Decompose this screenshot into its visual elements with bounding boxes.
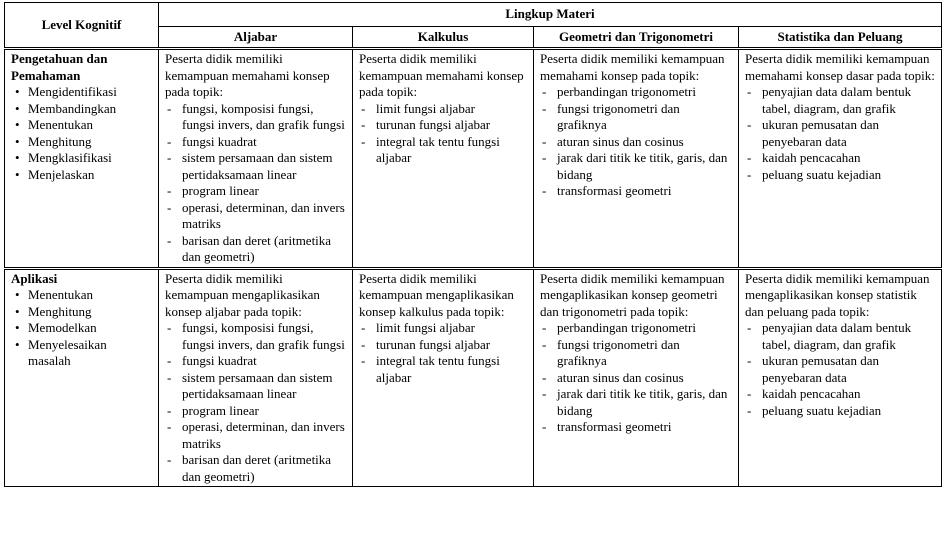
list-item	[747, 353, 935, 386]
cell-intro: Peserta didik memiliki kemampuan memahami konsep pada topik:	[359, 51, 524, 99]
list-item-text: turunan fungsi aljabar	[376, 117, 491, 132]
list-item	[167, 199, 346, 233]
list-item-text: kaidah pencacahan	[762, 386, 861, 401]
dash-icon: -	[542, 84, 547, 99]
list-item-text: fungsi kuadrat	[182, 133, 257, 149]
list-item	[542, 84, 732, 101]
list-item-text: program linear	[182, 183, 259, 198]
list-item	[361, 100, 527, 118]
list-item	[167, 353, 346, 370]
topic-list	[745, 84, 935, 183]
list-item	[542, 133, 732, 151]
list-item	[361, 353, 527, 386]
list-item	[15, 166, 152, 184]
list-item	[15, 287, 152, 304]
table-row	[5, 268, 942, 487]
level-title: Pengetahuan dan Pemahaman	[11, 51, 108, 83]
level-verb-list	[11, 84, 152, 183]
list-item-text: turunan fungsi aljabar	[376, 336, 491, 352]
list-item	[167, 369, 346, 403]
list-item-text: fungsi trigonometri dan grafiknya	[557, 100, 680, 132]
list-item-text: peluang suatu kejadian	[762, 402, 882, 418]
list-item-text: Menentukan	[28, 287, 93, 302]
cell-intro: Peserta didik memiliki kemampuan mengaplikasikan konsep aljabar pada topik:	[165, 270, 320, 319]
dash-icon: -	[167, 150, 172, 165]
list-item	[15, 320, 152, 337]
list-item-text: operasi, determinan, dan invers matriks	[182, 199, 345, 231]
cell-intro: Peserta didik memiliki kemampuan memahami konsep pada topik:	[165, 51, 330, 99]
list-item	[15, 303, 152, 321]
list-item	[747, 320, 935, 353]
dash-icon: -	[542, 419, 547, 434]
dash-icon: -	[167, 133, 172, 149]
list-item	[747, 84, 935, 117]
list-item	[361, 320, 527, 337]
dash-icon: -	[542, 183, 547, 198]
dash-icon: -	[747, 402, 752, 418]
list-item-text: peluang suatu kejadian	[762, 166, 882, 182]
list-item	[542, 419, 732, 436]
cell-intro: Peserta didik memiliki kemampuan memahami konsep dasar pada topik:	[745, 51, 935, 83]
cognitive-level-table	[4, 2, 942, 487]
list-item-text: jarak dari titik ke titik, garis, dan bidang	[557, 150, 728, 182]
list-item-text: barisan dan deret (aritmetika dan geometri)	[182, 232, 332, 264]
topic-list	[359, 101, 527, 167]
list-item	[167, 150, 346, 183]
level-verb-list	[11, 287, 152, 370]
list-item-text: ukuran pemusatan dan penyebaran data	[762, 117, 879, 149]
bullet-icon: •	[15, 100, 20, 116]
dash-icon: -	[542, 369, 547, 385]
list-item	[167, 232, 346, 266]
level-cell	[5, 49, 159, 269]
dash-icon: -	[542, 386, 547, 401]
list-item	[361, 133, 527, 167]
bullet-icon: •	[15, 117, 20, 132]
list-item-text: Menjelaskan	[28, 166, 95, 182]
list-item	[167, 402, 346, 420]
dash-icon: -	[167, 402, 172, 418]
header-lingkup-materi: Lingkup Materi	[159, 3, 942, 27]
list-item-text: Memodelkan	[28, 320, 97, 335]
dash-icon: -	[747, 166, 752, 182]
bullet-icon: •	[15, 287, 20, 302]
topic-list	[165, 320, 346, 485]
list-item-text: integral tak tentu fungsi aljabar	[376, 353, 500, 385]
level-cell	[5, 268, 159, 487]
dash-icon: -	[542, 133, 547, 149]
cell-statistika-peluang	[739, 268, 942, 487]
list-item-text: limit fungsi aljabar	[376, 320, 475, 335]
bullet-icon: •	[15, 84, 20, 99]
dash-icon: -	[361, 320, 366, 335]
cell-kalkulus	[353, 49, 534, 269]
dash-icon: -	[361, 353, 366, 368]
list-item-text: operasi, determinan, dan invers matriks	[182, 419, 345, 451]
cell-intro: Peserta didik memiliki kemampuan memahami konsep pada topik:	[540, 51, 725, 83]
list-item	[747, 150, 935, 167]
dash-icon: -	[542, 150, 547, 165]
list-item-text: integral tak tentu fungsi aljabar	[376, 133, 500, 165]
list-item-text: transformasi geometri	[557, 183, 672, 198]
list-item-text: perbandingan trigonometri	[557, 84, 696, 99]
list-item	[542, 386, 732, 419]
header-statistika-peluang: Statistika dan Peluang	[739, 27, 942, 49]
dash-icon: -	[361, 117, 366, 132]
cell-intro: Peserta didik memiliki kemampuan mengaplikasikan konsep statistik dan peluang pada topik:	[745, 270, 930, 319]
dash-icon: -	[542, 100, 547, 116]
list-item	[542, 336, 732, 370]
bullet-icon: •	[15, 133, 20, 149]
dash-icon: -	[167, 353, 172, 368]
list-item-text: fungsi kuadrat	[182, 353, 257, 368]
header-level-kognitif: Level Kognitif	[5, 3, 159, 49]
table-row	[5, 49, 942, 269]
list-item	[167, 183, 346, 200]
list-item-text: perbandingan trigonometri	[557, 320, 696, 335]
cell-aljabar	[159, 268, 353, 487]
list-item-text: sistem persamaan dan sistem pertidaksamaan linear	[182, 369, 333, 401]
list-item	[361, 117, 527, 134]
list-item-text: fungsi trigonometri dan grafiknya	[557, 336, 680, 368]
list-item-text: Menentukan	[28, 117, 93, 132]
dash-icon: -	[542, 320, 547, 335]
list-item-text: program linear	[182, 402, 259, 418]
list-item-text: fungsi, komposisi fungsi, fungsi invers, dan grafik fungsi	[182, 100, 345, 132]
list-item	[747, 166, 935, 184]
list-item	[15, 150, 152, 167]
dash-icon: -	[361, 336, 366, 352]
list-item	[747, 117, 935, 150]
list-item-text: transformasi geometri	[557, 419, 672, 434]
bullet-icon: •	[15, 336, 20, 352]
cell-geometri-trigonometri	[534, 268, 739, 487]
list-item	[542, 369, 732, 387]
dash-icon: -	[747, 117, 752, 132]
list-item-text: limit fungsi aljabar	[376, 100, 475, 116]
bullet-icon: •	[15, 303, 20, 319]
bullet-icon: •	[15, 150, 20, 165]
list-item	[15, 336, 152, 370]
cell-geometri-trigonometri	[534, 49, 739, 269]
list-item-text: sistem persamaan dan sistem pertidaksamaan linear	[182, 150, 333, 182]
dash-icon: -	[167, 183, 172, 198]
cell-intro: Peserta didik memiliki kemampuan mengaplikasikan konsep geometri dan trigonometri pada topik:	[540, 270, 725, 319]
dash-icon: -	[361, 133, 366, 149]
header-kalkulus: Kalkulus	[353, 27, 534, 49]
list-item-text: fungsi, komposisi fungsi, fungsi invers, dan grafik fungsi	[182, 320, 345, 352]
list-item-text: jarak dari titik ke titik, garis, dan bidang	[557, 386, 728, 418]
list-item	[542, 150, 732, 183]
dash-icon: -	[542, 336, 547, 352]
level-title: Aplikasi	[11, 270, 58, 286]
dash-icon: -	[167, 452, 172, 467]
topic-list	[540, 320, 732, 436]
list-item	[361, 336, 527, 354]
list-item	[15, 84, 152, 101]
topic-list	[165, 101, 346, 266]
topic-list	[745, 320, 935, 419]
dash-icon: -	[747, 320, 752, 335]
dash-icon: -	[167, 419, 172, 434]
dash-icon: -	[747, 84, 752, 99]
list-item	[167, 320, 346, 353]
dash-icon: -	[167, 232, 172, 248]
dash-icon: -	[747, 386, 752, 401]
cell-intro: Peserta didik memiliki kemampuan mengaplikasikan konsep kalkulus pada topik:	[359, 270, 514, 319]
list-item-text: kaidah pencacahan	[762, 150, 861, 165]
list-item	[542, 320, 732, 337]
list-item-text: Menyelesaikan masalah	[28, 336, 107, 368]
dash-icon: -	[167, 100, 172, 116]
list-item-text: penyajian data dalam bentuk tabel, diagram, dan grafik	[762, 84, 912, 116]
list-item	[542, 183, 732, 200]
bullet-icon: •	[15, 166, 20, 182]
dash-icon: -	[167, 320, 172, 335]
bullet-icon: •	[15, 320, 20, 335]
list-item-text: Mengklasifikasi	[28, 150, 112, 165]
list-item-text: Menghitung	[28, 303, 92, 319]
list-item	[747, 402, 935, 420]
list-item-text: Menghitung	[28, 133, 92, 149]
list-item	[167, 419, 346, 452]
list-item-text: Membandingkan	[28, 100, 117, 116]
topic-list	[540, 84, 732, 200]
cell-kalkulus	[353, 268, 534, 487]
list-item-text: barisan dan deret (aritmetika dan geometri)	[182, 452, 332, 484]
list-item	[15, 117, 152, 134]
list-item	[167, 452, 346, 485]
list-item	[542, 100, 732, 134]
dash-icon: -	[167, 369, 172, 385]
list-item-text: Mengidentifikasi	[28, 84, 117, 99]
cell-statistika-peluang	[739, 49, 942, 269]
dash-icon: -	[361, 100, 366, 116]
header-aljabar: Aljabar	[159, 27, 353, 49]
cell-aljabar	[159, 49, 353, 269]
dash-icon: -	[167, 199, 172, 215]
list-item-text: aturan sinus dan cosinus	[557, 133, 684, 149]
list-item	[15, 133, 152, 151]
topic-list	[359, 320, 527, 386]
list-item-text: penyajian data dalam bentuk tabel, diagram, dan grafik	[762, 320, 912, 352]
list-item	[15, 100, 152, 118]
list-item-text: aturan sinus dan cosinus	[557, 369, 684, 385]
dash-icon: -	[747, 353, 752, 368]
list-item-text: ukuran pemusatan dan penyebaran data	[762, 353, 879, 385]
list-item	[167, 100, 346, 134]
header-geometri-trigonometri: Geometri dan Trigonometri	[534, 27, 739, 49]
list-item	[747, 386, 935, 403]
list-item	[167, 133, 346, 151]
dash-icon: -	[747, 150, 752, 165]
